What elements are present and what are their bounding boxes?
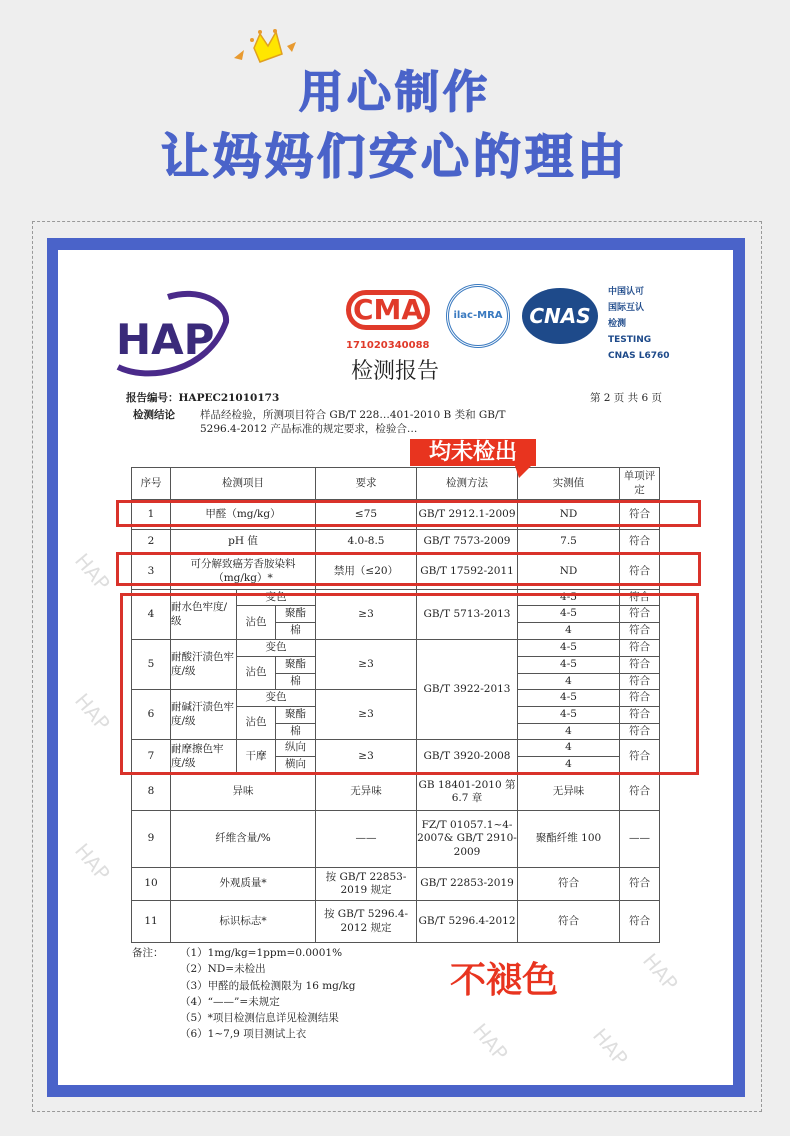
cell: GB/T 5713-2013 (417, 590, 518, 640)
cell: 沾色 (237, 606, 276, 640)
headline-line1: 用心制作 (299, 67, 491, 118)
cell: 符合 (620, 530, 660, 554)
cell: ND (518, 500, 620, 530)
cnas-line: 中国认可 (608, 287, 645, 297)
cell: 耐酸汗渍色牢度/级 (171, 640, 237, 690)
cell: 符合 (620, 707, 660, 724)
cell: GB/T 5296.4-2012 (417, 901, 518, 943)
svg-text:HAP: HAP (116, 315, 215, 364)
cell: 变色 (237, 640, 316, 657)
th: 要求 (316, 468, 417, 500)
page-indicator: 第 2 页 共 6 页 (589, 392, 662, 404)
cell: ND (518, 554, 620, 590)
cell: 4 (132, 590, 171, 640)
cell: 沾色 (237, 707, 276, 740)
cell: 异味 (171, 774, 316, 811)
cell: 禁用（≤20） (316, 554, 417, 590)
cell: —— (316, 811, 417, 868)
cell: 5 (132, 640, 171, 690)
cell: 干摩 (237, 740, 276, 774)
cell: 符合 (620, 623, 660, 640)
cell: 4 (518, 740, 620, 757)
cell: 聚酯 (276, 707, 316, 724)
cell: 聚酯 (276, 657, 316, 674)
cell: 棉 (276, 674, 316, 690)
cell: 4 (518, 724, 620, 740)
cell: 9 (132, 811, 171, 868)
cell: GB/T 17592-2011 (417, 554, 518, 590)
cell: 聚酯纤维 100 (518, 811, 620, 868)
conclusion-line2: 5296.4-2012 产品标准的规定要求，检验合… (200, 423, 418, 435)
watermark: HAP (638, 948, 683, 996)
table-row (132, 901, 660, 943)
notes (180, 945, 356, 1043)
cell: 纵向 (276, 740, 316, 757)
cell: 6 (132, 690, 171, 740)
cell: 4-5 (518, 690, 620, 707)
headline-line2: 让妈妈们安心的理由 (160, 129, 629, 185)
cell: GB/T 3922-2013 (417, 640, 518, 740)
cell: 4 (518, 623, 620, 640)
cell: 符合 (620, 724, 660, 740)
cell: 外观质量* (171, 868, 316, 901)
cnas-text (608, 284, 670, 364)
cell: 10 (132, 868, 171, 901)
cell: 无异味 (316, 774, 417, 811)
cell: 符合 (620, 606, 660, 623)
watermark: HAP (468, 1018, 513, 1066)
cell: 可分解致癌芳香胺染料（mg/kg）* (171, 554, 316, 590)
cnas-logo: CNAS (522, 288, 598, 344)
cnas-line: 检测 (608, 319, 627, 329)
cell: 1 (132, 500, 171, 530)
note: （2）ND=未检出 (180, 963, 266, 976)
cell: ≥3 (316, 590, 417, 640)
cell: 棉 (276, 623, 316, 640)
cell: 耐水色牢度/级 (171, 590, 237, 640)
cell: 4 (518, 674, 620, 690)
cell: 棉 (276, 724, 316, 740)
cell: 4 (518, 757, 620, 774)
ilac-logo: ilac-MRA (446, 284, 510, 348)
cell: 变色 (237, 690, 316, 707)
cell: 符合 (620, 657, 660, 674)
cell: 符合 (620, 901, 660, 943)
cell: 符合 (620, 554, 660, 590)
note: （3）甲醛的最低检测限为 16 mg/kg (180, 979, 356, 992)
cma-number: 171020340088 (346, 340, 430, 351)
table-row (132, 530, 660, 554)
th: 序号 (132, 468, 171, 500)
highlight-colorfastness (120, 593, 699, 775)
highlight-formaldehyde (116, 500, 701, 527)
cell: 耐碱汗渍色牢度/级 (171, 690, 237, 740)
cell: 8 (132, 774, 171, 811)
cell: GB/T 22853-2019 (417, 868, 518, 901)
report-title: 检测报告 (350, 359, 439, 384)
cell: 无异味 (518, 774, 620, 811)
table-row (132, 811, 660, 868)
note: （4）“——”=未规定 (180, 995, 280, 1008)
notes-label: 备注： (132, 947, 164, 959)
cell: GB/T 7573-2009 (417, 530, 518, 554)
no-fade-label: 不褪色 (450, 960, 559, 1001)
cell: ≤75 (316, 500, 417, 530)
watermark: HAP (70, 688, 115, 736)
note: （6）1~7,9 项目测试上衣 (180, 1028, 307, 1041)
cell: 2 (132, 530, 171, 554)
th: 实测值 (518, 468, 620, 500)
cell: 横向 (276, 757, 316, 774)
cell: pH 值 (171, 530, 316, 554)
cell: 符合 (620, 774, 660, 811)
cell: ≥3 (316, 740, 417, 774)
cell: 符合 (620, 640, 660, 657)
cell: ≥3 (316, 640, 417, 690)
cell: 按 GB/T 5296.4-2012 规定 (316, 901, 417, 943)
cell: GB 18401-2010 第 6.7 章 (417, 774, 518, 811)
report-number: 报告编号：HAPEC21010173 (126, 392, 280, 404)
cell: ≥3 (316, 690, 417, 740)
cell: 11 (132, 901, 171, 943)
th: 检测方法 (417, 468, 518, 500)
cell: 符合 (518, 868, 620, 901)
watermark: HAP (588, 1023, 633, 1071)
cell: FZ/T 01057.1~4-2007& GB/T 2910-2009 (417, 811, 518, 868)
cell: 符合 (620, 674, 660, 690)
conclusion-line1: 样品经检验，所测项目符合 GB/T 228…401-2010 B 类和 GB/T (200, 409, 506, 421)
cnas-line: TESTING (608, 335, 652, 345)
cell: 沾色 (237, 657, 276, 690)
cell: 按 GB/T 22853-2019 规定 (316, 868, 417, 901)
note: （1）1mg/kg=1ppm=0.0001% (180, 947, 343, 959)
cell: 聚酯 (276, 606, 316, 623)
table-row (132, 774, 660, 811)
cell: 4-5 (518, 657, 620, 674)
cell: 3 (132, 554, 171, 590)
watermark: HAP (70, 838, 115, 886)
cell: 4-5 (518, 606, 620, 623)
table-header (132, 468, 660, 500)
cell: 4-5 (518, 640, 620, 657)
callout-pointer (515, 466, 531, 478)
cnas-line: 国际互认 (608, 303, 645, 313)
cell: GB/T 2912.1-2009 (417, 500, 518, 530)
cell: 变色 (237, 590, 316, 606)
cell: 7 (132, 740, 171, 774)
conclusion-label: 检测结论 (133, 409, 175, 421)
cell: 4-5 (518, 590, 620, 606)
cell: 符合 (620, 500, 660, 530)
cell: 符合 (620, 740, 660, 774)
cell: 4.0-8.5 (316, 530, 417, 554)
cnas-line: CNAS L6760 (608, 351, 670, 361)
watermark: HAP (70, 548, 115, 596)
cell: 4-5 (518, 707, 620, 724)
cell: 符合 (620, 590, 660, 606)
th: 单项评定 (620, 468, 660, 500)
cell: —— (620, 811, 660, 868)
table-row (132, 868, 660, 901)
cell: 符合 (620, 690, 660, 707)
callout-not-detected: 均未检出 (410, 439, 536, 466)
cma-logo: CMA (346, 290, 430, 330)
cell: 纤维含量/% (171, 811, 316, 868)
cell: 甲醛（mg/kg） (171, 500, 316, 530)
cell: 7.5 (518, 530, 620, 554)
cell: 符合 (620, 868, 660, 901)
th: 检测项目 (171, 468, 316, 500)
note: （5）*项目检测信息详见检测结果 (180, 1012, 339, 1025)
cell: 标识标志* (171, 901, 316, 943)
cell: GB/T 3920-2008 (417, 740, 518, 774)
highlight-amine-dyes (116, 552, 701, 586)
cell: 耐摩擦色牢度/级 (171, 740, 237, 774)
cell: 符合 (518, 901, 620, 943)
